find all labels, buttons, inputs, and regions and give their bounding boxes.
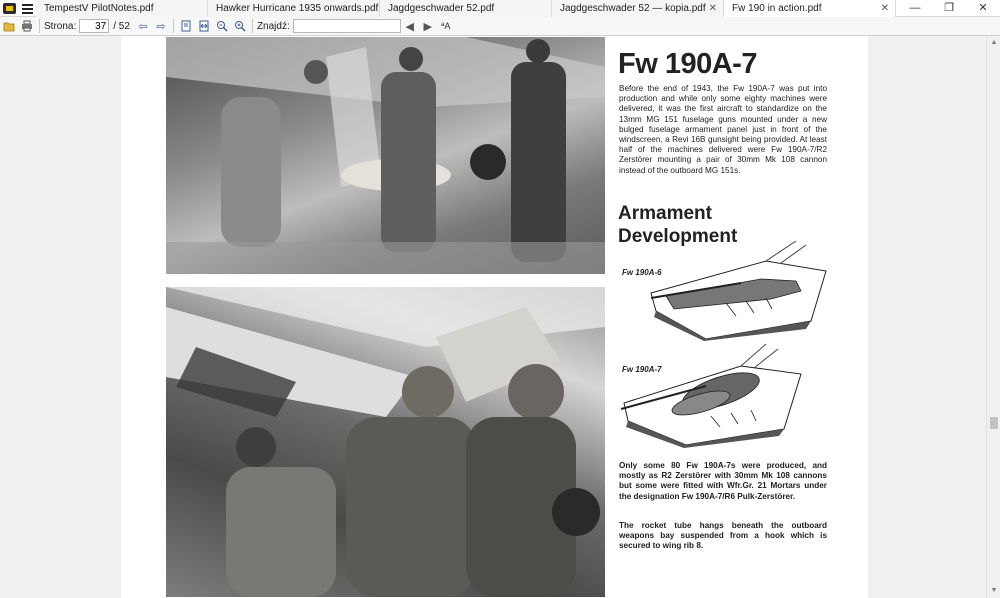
print-icon[interactable]	[19, 18, 35, 34]
photo-loading-cannon	[166, 287, 605, 597]
figure-label-a6: Fw 190A-6	[622, 268, 662, 277]
document-viewer[interactable]	[0, 36, 986, 598]
tab-label: Fw 190 in action.pdf	[732, 3, 822, 14]
minimize-button[interactable]: —	[909, 2, 921, 14]
zoom-out-icon[interactable]	[214, 18, 230, 34]
scrollbar-thumb[interactable]	[990, 417, 998, 429]
toolbar-divider	[252, 19, 253, 33]
close-tab-icon[interactable]: ✕	[880, 3, 889, 14]
previous-page-icon[interactable]: ⇦	[138, 20, 148, 33]
match-case-icon[interactable]: ªA	[441, 21, 451, 31]
find-previous-icon[interactable]: ◀	[405, 20, 414, 33]
close-window-button[interactable]: ✕	[978, 2, 988, 14]
caption-paragraph-1: Only some 80 Fw 190A-7s were produced, and mostly as R2 Zerstörer with 30mm Mk 108 cannons but some were fitted with Wfr.Gr. 21 Mortars under the designation Fw 190A-7/R6 Pulk-Zerstörer.	[619, 461, 827, 501]
close-tab-icon[interactable]: ✕	[708, 3, 717, 14]
tab-fw190-in-action[interactable]	[724, 0, 896, 17]
page-total: / 52	[113, 20, 130, 32]
tab-jagdgeschwader-52-kopia[interactable]	[552, 0, 724, 17]
fit-page-icon[interactable]	[178, 18, 194, 34]
pdf-page	[121, 36, 868, 598]
zoom-in-icon[interactable]	[232, 18, 248, 34]
scroll-up-icon[interactable]: ▲	[990, 39, 998, 46]
tab-hawker-hurricane[interactable]	[208, 0, 380, 17]
tab-label: Jagdgeschwader 52 — kopia.pdf	[560, 3, 706, 14]
next-page-icon[interactable]: ⇨	[156, 20, 166, 33]
figure-label-a7: Fw 190A-7	[622, 365, 662, 374]
menu-icon[interactable]	[18, 0, 36, 17]
toolbar-divider	[173, 19, 174, 33]
tab-label: Jagdgeschwader 52.pdf	[388, 3, 495, 14]
page-number-input[interactable]	[79, 19, 109, 33]
find-input[interactable]	[293, 19, 401, 33]
caption-paragraph-2: The rocket tube hangs beneath the outboard weapons bay suspended from a hook which is secured to wing rib 8.	[619, 521, 827, 551]
scroll-down-icon[interactable]: ▼	[990, 587, 998, 594]
restore-button[interactable]: ❐	[944, 2, 954, 14]
page-label: Strona:	[44, 20, 77, 32]
find-label: Znajdź:	[256, 20, 290, 32]
vertical-scrollbar[interactable]	[986, 36, 1000, 598]
page-title: Fw 190A-7	[618, 48, 757, 80]
find-next-icon[interactable]: ▶	[423, 20, 432, 33]
drawing-fw190a6-wing	[646, 241, 831, 341]
tab-bar	[0, 0, 1000, 17]
tab-tempest-pilotnotes[interactable]	[36, 0, 208, 17]
tab-label: TempestV PilotNotes.pdf	[44, 3, 154, 14]
section-heading-line1: Armament	[618, 203, 712, 224]
photo-ground-crew-wing	[166, 37, 605, 274]
tab-jagdgeschwader-52[interactable]	[380, 0, 552, 17]
fit-width-icon[interactable]	[196, 18, 212, 34]
section-heading-line2: Development	[618, 226, 738, 247]
tab-label: Hawker Hurricane 1935 onwards.pdf	[216, 3, 379, 14]
intro-paragraph: Before the end of 1943, the Fw 190A-7 was put into production and while only some eighty machines were delivered, it was the first aircraft to standardize on the 13mm MG 151 fuselage guns mounted under a new bulged fuselage armament panel just in front of the windscreen, a Revi 16B gunsight being provided. At least half of the machines delivered were Fw 190A-7/R2 Zerstörer mounting a pair of 30mm Mk 108 cannon instead of the outboard MG 151s.	[619, 84, 827, 175]
open-file-icon[interactable]	[1, 18, 17, 34]
toolbar-divider	[39, 19, 40, 33]
app-logo-icon[interactable]	[0, 0, 18, 17]
toolbar	[0, 17, 1000, 36]
drawing-fw190a7-wing	[616, 341, 816, 449]
